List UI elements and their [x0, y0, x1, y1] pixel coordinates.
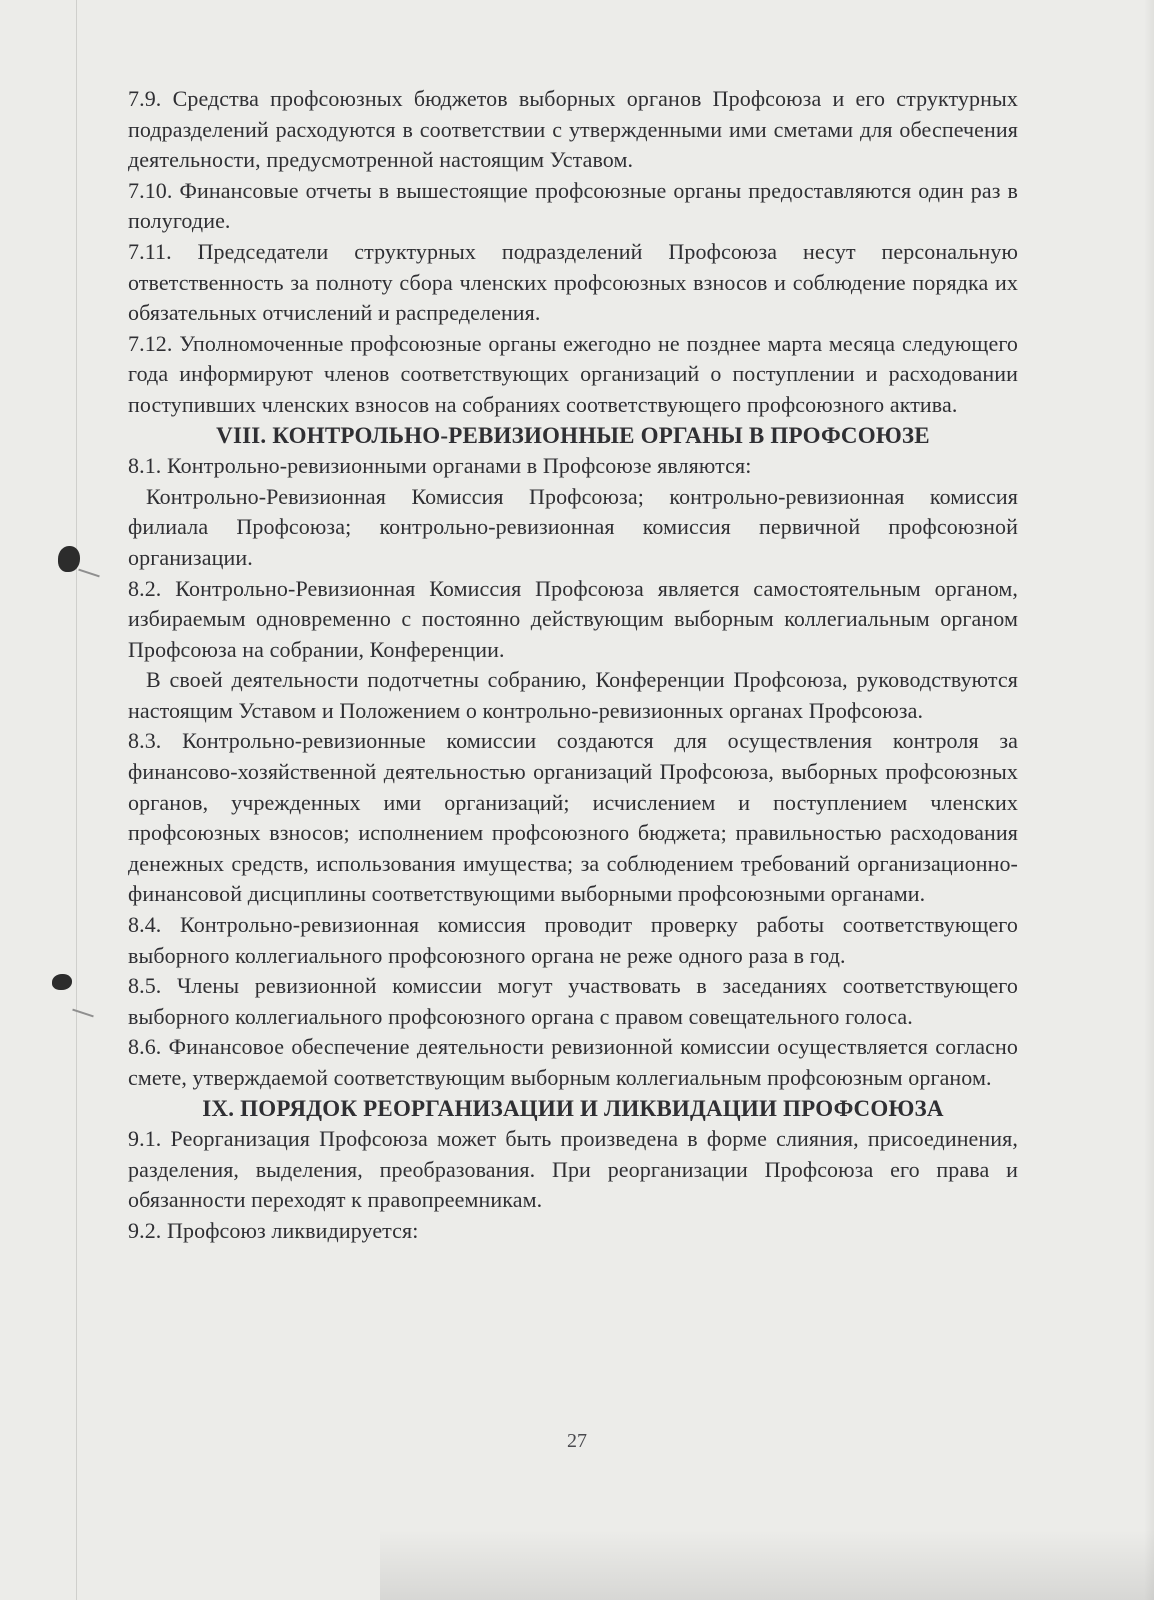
paragraph-7-11: 7.11. Председатели структурных подразделений Профсоюза несут персональную ответственность за полноту сбора членских профсоюзных взносов и соблюдение порядка их обязательных отчислений и распределения.: [128, 238, 1018, 326]
section-heading-ix: IX. ПОРЯДОК РЕОРГАНИЗАЦИИ И ЛИКВИДАЦИИ ПРОФСОЮЗА: [202, 1095, 944, 1121]
paragraph-7-12: 7.12. Уполномоченные профсоюзные органы ежегодно не позднее марта месяца следующего года информируют членов соответствующих организаций о поступлении и расходовании поступивших членских взносов на собраниях соответствующего профсоюзного актива.: [128, 330, 1018, 417]
paragraph-8-6: 8.6. Финансовое обеспечение деятельности ревизионной комиссии осуществляется согласно смете, утверждаемой соответствующим выборным коллегиальным профсоюзным органом.: [128, 1034, 1018, 1090]
paragraph-8-2: 8.2. Контрольно-Ревизионная Комиссия Профсоюза является самостоятельным органом, избираемым одновременно с постоянно действующим выборным коллегиальным органом Профсоюза на собрании, Конференции.: [128, 575, 1018, 662]
paragraph-7-9: 7.9. Средства профсоюзных бюджетов выборных органов Профсоюза и его структурных подразделений расходуются в соответствии с утвержденными ими сметами для обеспечения деятельности, предусмотренной настоящим Уставом.: [128, 86, 1018, 173]
paragraph-7-10: 7.10. Финансовые отчеты в вышестоящие профсоюзные органы предоставляются один раз в полугодие.: [128, 177, 1018, 234]
paragraph-9-1: 9.1. Реорганизация Профсоюза может быть произведена в форме слияния, присоединения, разделения, выделения, преобразования. При реорганизации Профсоюза его права и обязанности переходят к правопреемникам.: [128, 1126, 1018, 1213]
page-edge-shadow: [1144, 0, 1154, 1600]
paragraph-8-5: 8.5. Члены ревизионной комиссии могут участвовать в заседаниях соответствующего выборного коллегиального профсоюзного органа с правом совещательного голоса.: [128, 973, 1018, 1029]
page-number: 27: [567, 1430, 587, 1452]
paragraph-8-1: 8.1. Контрольно-ревизионными органами в Профсоюзе являются:: [128, 453, 752, 479]
page-bottom-shadow: [380, 1530, 1154, 1600]
punch-hole-icon: [52, 974, 72, 990]
section-heading-viii: VIII. КОНТРОЛЬНО-РЕВИЗИОННЫЕ ОРГАНЫ В ПРОФСОЮЗЕ: [216, 422, 930, 448]
paragraph-8-4: 8.4. Контрольно-ревизионная комиссия проводит проверку работы соответствующего выборного коллегиального профсоюзного органа не реже одного раза в год.: [128, 912, 1018, 968]
page-fold-line: [76, 0, 77, 1600]
punch-hole-mark: [78, 569, 100, 578]
paragraph-9-2: 9.2. Профсоюз ликвидируется:: [128, 1217, 419, 1243]
paragraph-8-3: 8.3. Контрольно-ревизионные комиссии создаются для осуществления контроля за финансово-хозяйственной деятельностью организаций Профсоюза, выборных профсоюзных органов, учрежденных ими организаций; исчислением и поступлением членских профсоюзных взносов; исполнением профсоюзного бюджета; правильностью расходования денежных средств, использования имущества; за соблюдением требований организационно-финансовой дисциплины соответствующими выборными профсоюзными органами.: [128, 728, 1018, 907]
document-body: [128, 84, 1018, 1247]
paragraph-8-1-list: Контрольно-Ревизионная Комиссия Профсоюза; контрольно-ревизионная комиссия филиала Профсоюза; контрольно-ревизионная комиссия первичной профсоюзной организации.: [128, 483, 1018, 570]
paragraph-8-2-continued: В своей деятельности подотчетны собранию, Конференции Профсоюза, руководствуются настоящим Уставом и Положением о контрольно-ревизионных органах Профсоюза.: [128, 667, 1018, 723]
punch-hole-icon: [58, 546, 80, 572]
